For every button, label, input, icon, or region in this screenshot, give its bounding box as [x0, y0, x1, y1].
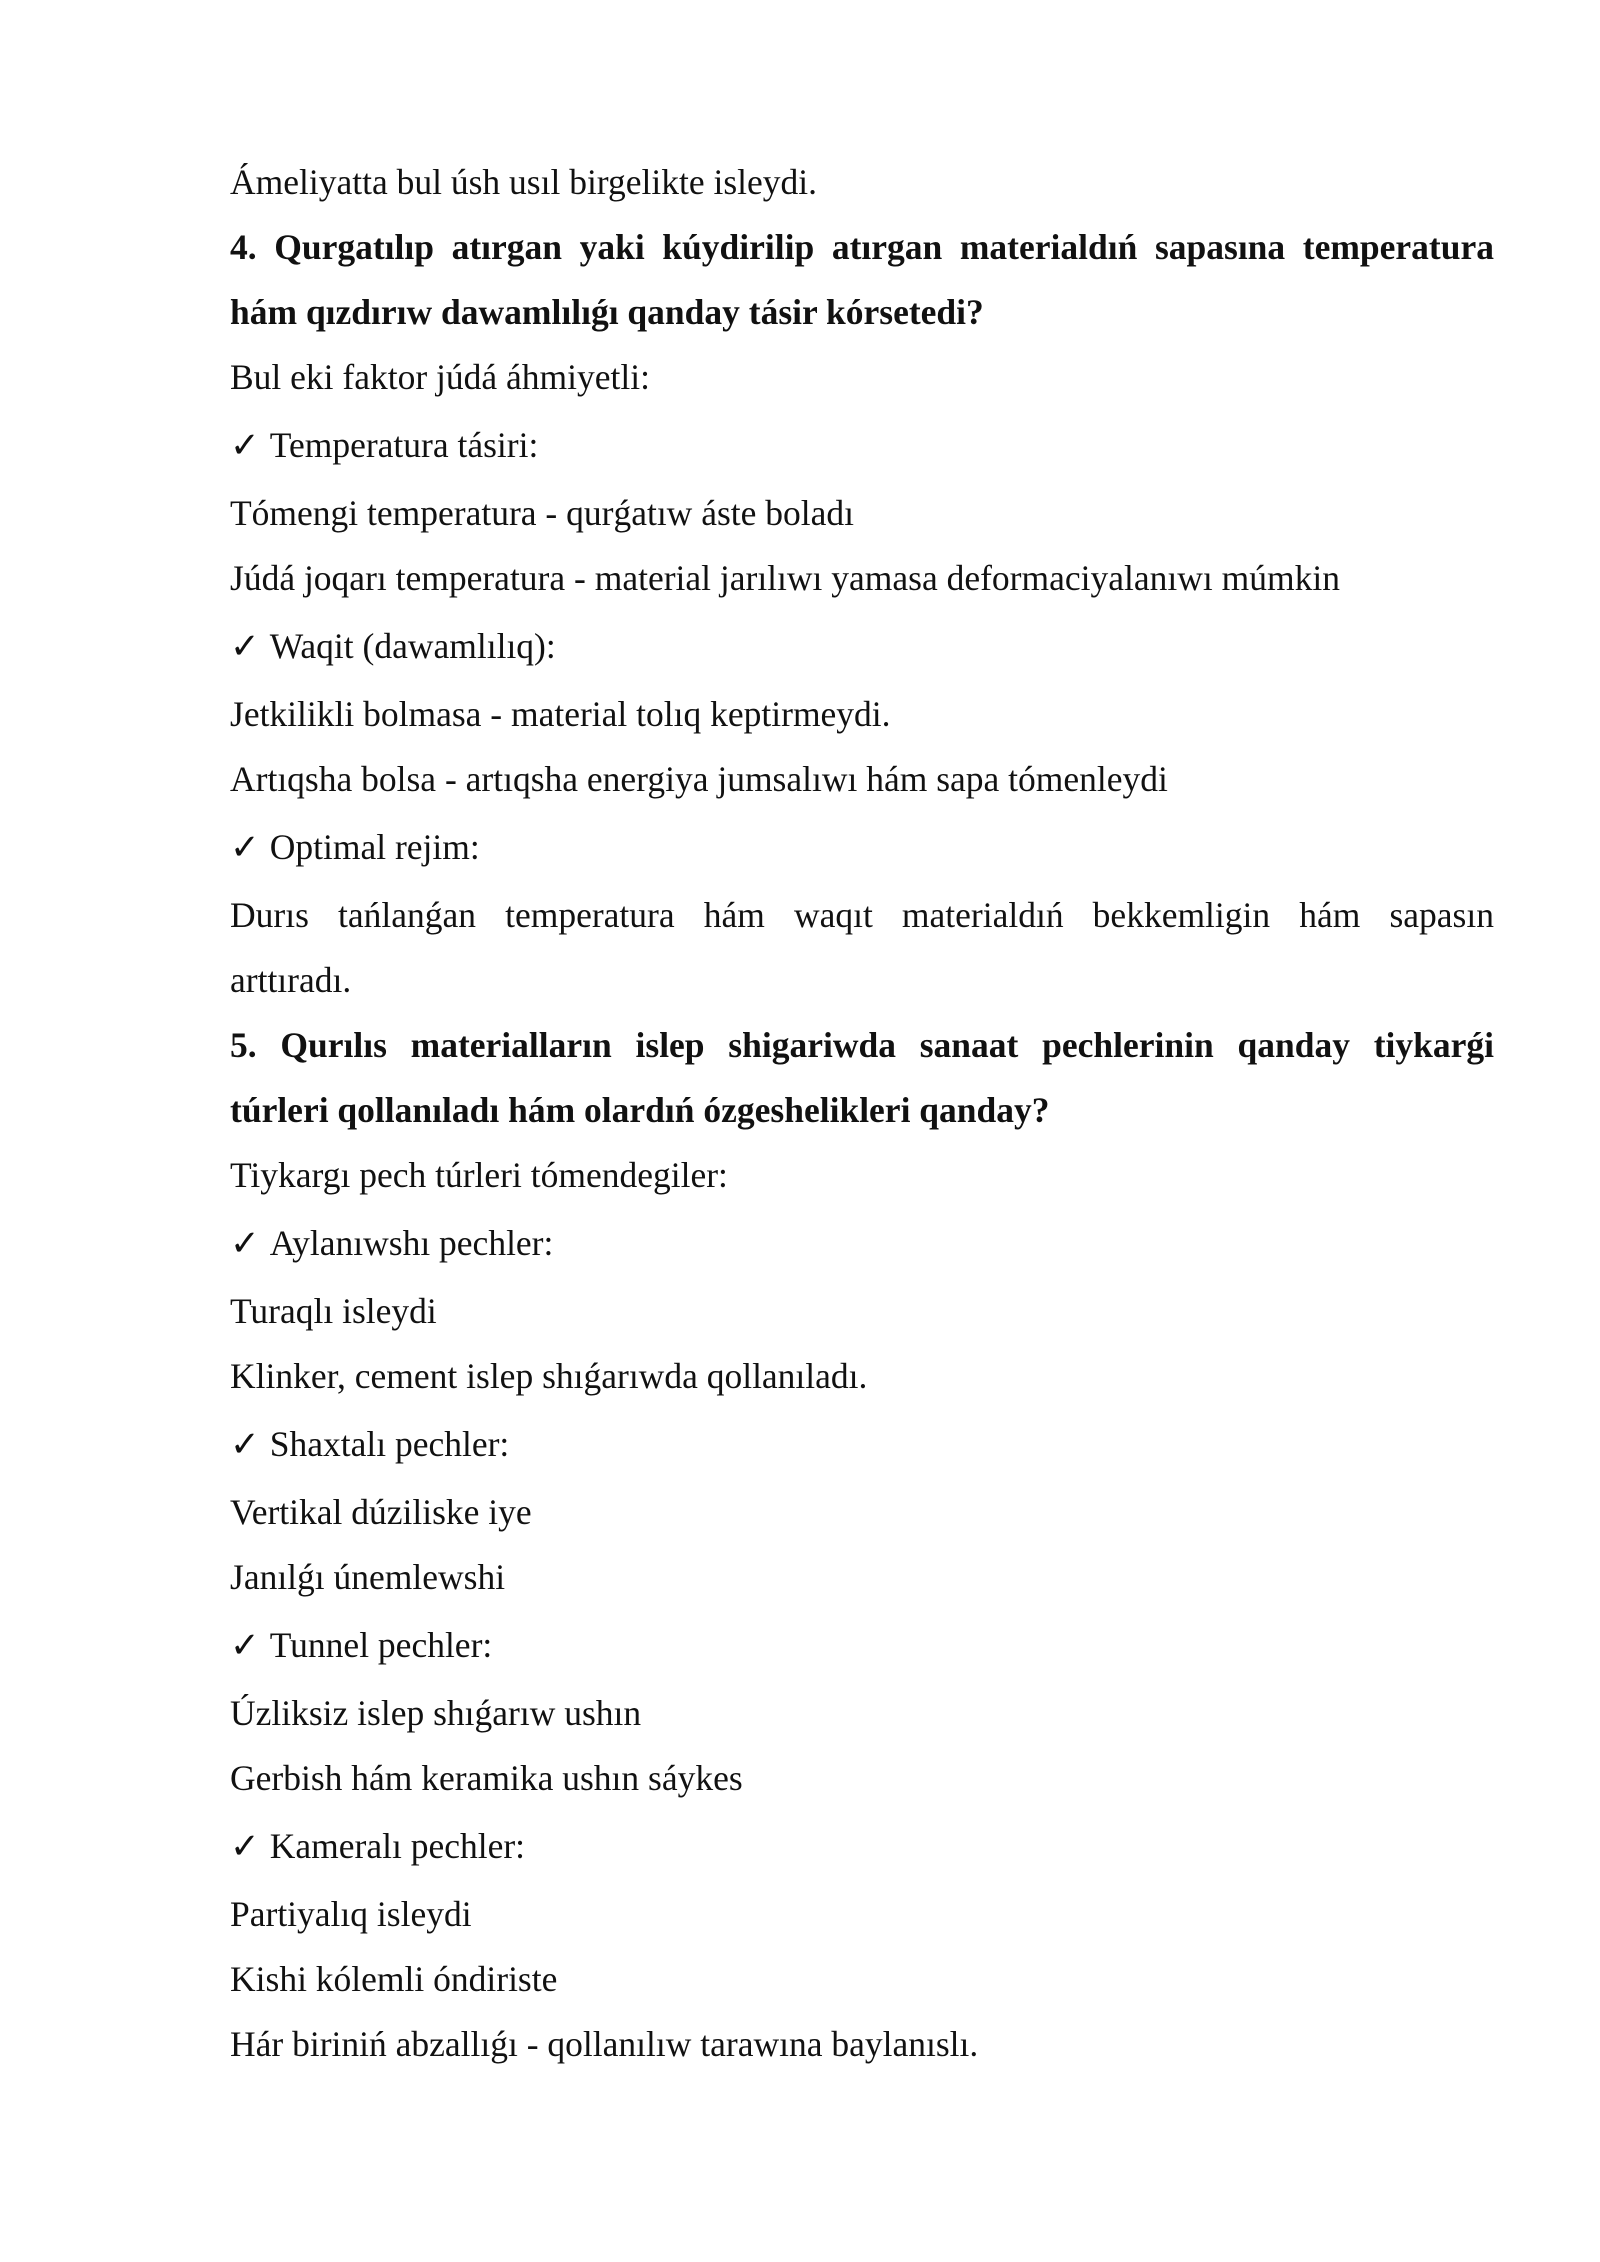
check-item — [230, 1409, 1494, 1480]
text-line: Úzliksiz islep shıǵarıw ushın — [230, 1693, 642, 1733]
text-line: Turaqlı isleydi — [230, 1291, 437, 1331]
check-mark-icon: ✓ — [230, 626, 260, 666]
check-mark-icon: ✓ — [230, 425, 260, 465]
check-item-label: Optimal rejim: — [269, 827, 480, 867]
text-line: Hár biriniń abzallıǵı - qollanılıw tarawına baylanıslı. — [230, 2024, 979, 2064]
text-line: Kishi kólemli óndiriste — [230, 1959, 558, 1999]
check-item-label: Temperatura tásiri: — [269, 425, 539, 465]
paragraph-line: Durıs tańlanǵan temperatura hám waqıt materialdıń bekkemligin hám sapasın — [230, 895, 1494, 935]
check-item — [230, 1208, 1494, 1279]
check-mark-icon: ✓ — [230, 827, 260, 867]
optimal-regime-paragraph — [230, 883, 1494, 1013]
check-item — [230, 1811, 1494, 1882]
check-item-label: Waqit (dawamlılıq): — [269, 626, 556, 666]
check-item — [230, 812, 1494, 883]
question-5-heading — [230, 1013, 1494, 1143]
check-item-label: Aylanıwshı pechler: — [269, 1223, 554, 1263]
check-item-label: Kameralı pechler: — [269, 1826, 526, 1866]
document-page — [230, 150, 1494, 2077]
check-mark-icon: ✓ — [230, 1223, 260, 1263]
text-line: Bul eki faktor júdá áhmiyetli: — [230, 357, 650, 397]
text-line: Janılǵı únemlewshi — [230, 1557, 506, 1597]
check-item — [230, 410, 1494, 481]
text-line: Partiyalıq isleydi — [230, 1894, 472, 1934]
text-line: Gerbish hám keramika ushın sáykes — [230, 1758, 743, 1798]
check-mark-icon: ✓ — [230, 1826, 260, 1866]
question-4-heading — [230, 215, 1494, 345]
text-line: Artıqsha bolsa - artıqsha energiya jumsalıwı hám sapa tómenleydi — [230, 759, 1168, 799]
check-mark-icon: ✓ — [230, 1424, 260, 1464]
check-item-label: Shaxtalı pechler: — [269, 1424, 510, 1464]
heading-line: 5. Qurılıs materialların islep shigariwda sanaat pechlerinin qanday tiykarǵi — [230, 1025, 1494, 1065]
text-line: Ámeliyatta bul úsh usıl birgelikte isleydi. — [230, 162, 817, 202]
text-line: Vertikal dúziliske iye — [230, 1492, 532, 1532]
paragraph-line: arttıradı. — [230, 960, 352, 1000]
check-mark-icon: ✓ — [230, 1625, 260, 1665]
check-item-label: Tunnel pechler: — [269, 1625, 493, 1665]
heading-line: hám qızdırıw dawamlılıǵı qanday tásir kórsetedi? — [230, 292, 984, 332]
text-line: Tiykargı pech túrleri tómendegiler: — [230, 1155, 728, 1195]
heading-line: túrleri qollanıladı hám olardıń ózgeshelikleri qanday? — [230, 1090, 1050, 1130]
text-line: Jetkilikli bolmasa - material tolıq keptirmeydi. — [230, 694, 891, 734]
text-line: Júdá joqarı temperatura - material jarılıwı yamasa deformaciyalanıwı múmkin — [230, 558, 1340, 598]
text-line: Klinker, cement islep shıǵarıwda qollanıladı. — [230, 1356, 868, 1396]
check-item — [230, 1610, 1494, 1681]
check-item — [230, 611, 1494, 682]
heading-line: 4. Qurgatılıp atırgan yaki kúydirilip atırgan materialdıń sapasına temperatura — [230, 227, 1494, 267]
text-line: Tómengi temperatura - qurǵatıw áste boladı — [230, 493, 854, 533]
